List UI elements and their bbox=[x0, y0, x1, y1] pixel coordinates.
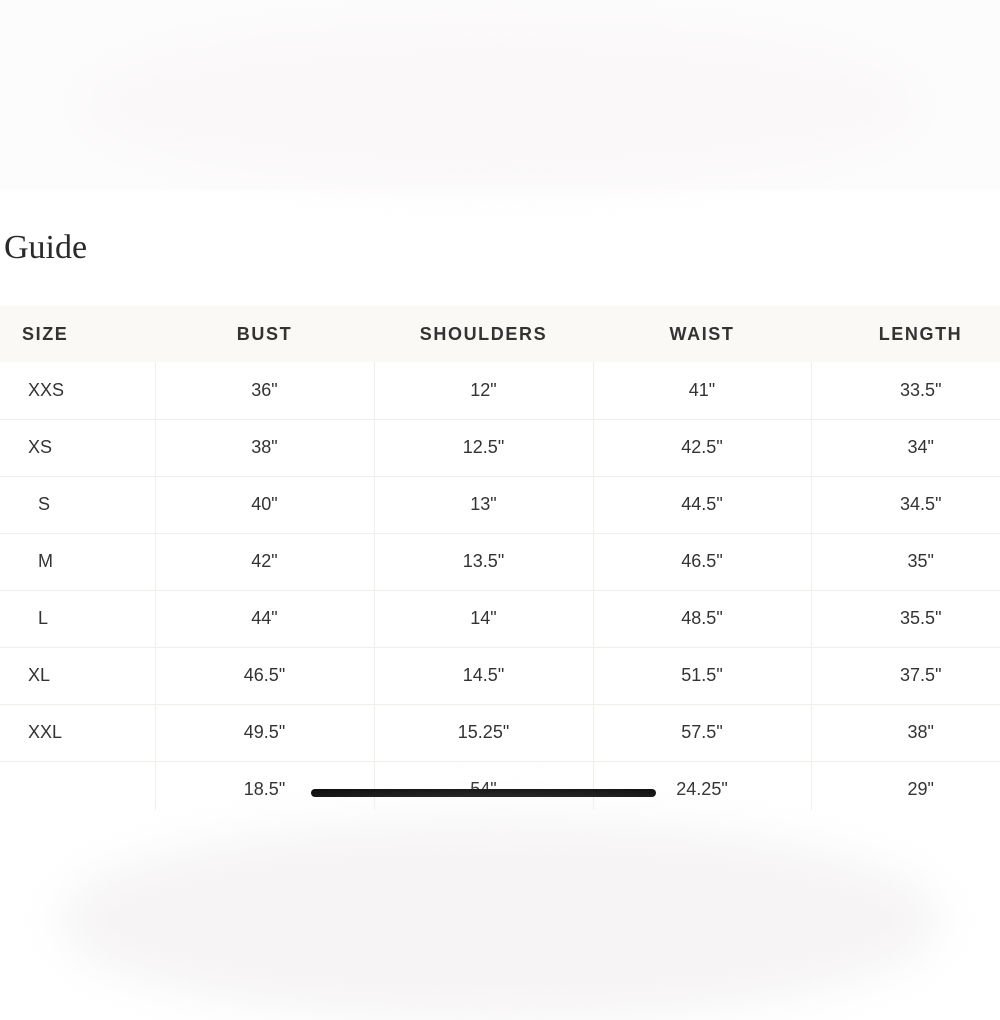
shoulders-cell: 15.25" bbox=[374, 704, 593, 761]
shoulders-cell: 13.5" bbox=[374, 533, 593, 590]
shoulders-cell: 14" bbox=[374, 590, 593, 647]
bust-cell: 18.5" bbox=[155, 761, 374, 818]
length-cell: 34.5" bbox=[811, 476, 1000, 533]
waist-cell: 57.5" bbox=[593, 704, 811, 761]
waist-cell: 51.5" bbox=[593, 647, 811, 704]
size-cell: M bbox=[0, 533, 155, 590]
length-cell: 38" bbox=[811, 704, 1000, 761]
waist-cell: 41" bbox=[593, 362, 811, 419]
bust-cell: 38" bbox=[155, 419, 374, 476]
length-cell: 34" bbox=[811, 419, 1000, 476]
table-row bbox=[0, 704, 1000, 761]
column-header-shoulders: SHOULDERS bbox=[419, 323, 548, 344]
table-header-row bbox=[0, 306, 1000, 362]
blurred-shape bbox=[80, 20, 920, 190]
shoulders-cell: 13" bbox=[374, 476, 593, 533]
blurred-shape bbox=[60, 820, 940, 1020]
bust-cell: 46.5" bbox=[155, 647, 374, 704]
horizontal-scroll-indicator[interactable] bbox=[311, 789, 656, 797]
table-row bbox=[0, 419, 1000, 476]
size-cell: S bbox=[0, 476, 155, 533]
length-cell: 35.5" bbox=[811, 590, 1000, 647]
length-cell: 33.5" bbox=[811, 362, 1000, 419]
length-cell: 29" bbox=[811, 761, 1000, 818]
table-row bbox=[0, 533, 1000, 590]
blurred-background-bottom bbox=[0, 810, 1000, 1000]
shoulders-cell: 12.5" bbox=[374, 419, 593, 476]
size-cell: XL bbox=[0, 647, 155, 704]
column-header-waist: WAIST bbox=[669, 323, 735, 344]
waist-cell: 42.5" bbox=[593, 419, 811, 476]
waist-cell: 44.5" bbox=[593, 476, 811, 533]
shoulders-cell: 14.5" bbox=[374, 647, 593, 704]
length-cell: 35" bbox=[811, 533, 1000, 590]
bust-cell: 44" bbox=[155, 590, 374, 647]
waist-cell: 24.25" bbox=[593, 761, 811, 818]
length-cell: 37.5" bbox=[811, 647, 1000, 704]
size-cell: L bbox=[0, 590, 155, 647]
bust-cell: 36" bbox=[155, 362, 374, 419]
waist-cell: 46.5" bbox=[593, 533, 811, 590]
table-row bbox=[0, 647, 1000, 704]
blurred-background-top bbox=[0, 0, 1000, 190]
column-header-bust: BUST bbox=[236, 323, 293, 344]
bust-cell: 42" bbox=[155, 533, 374, 590]
column-header-size: SIZE bbox=[22, 323, 69, 344]
table-row bbox=[0, 476, 1000, 533]
table-row bbox=[0, 362, 1000, 419]
table-row bbox=[0, 590, 1000, 647]
bust-cell: 40" bbox=[155, 476, 374, 533]
size-cell: XXS bbox=[28, 379, 65, 400]
waist-cell: 48.5" bbox=[593, 590, 811, 647]
size-cell: XXL bbox=[0, 704, 155, 761]
page-title: Guide bbox=[4, 229, 88, 266]
bust-cell: 49.5" bbox=[155, 704, 374, 761]
size-cell: XS bbox=[0, 419, 155, 476]
shoulders-cell: 12" bbox=[374, 362, 593, 419]
size-guide-table bbox=[0, 306, 1000, 818]
column-header-length: LENGTH bbox=[878, 323, 963, 344]
